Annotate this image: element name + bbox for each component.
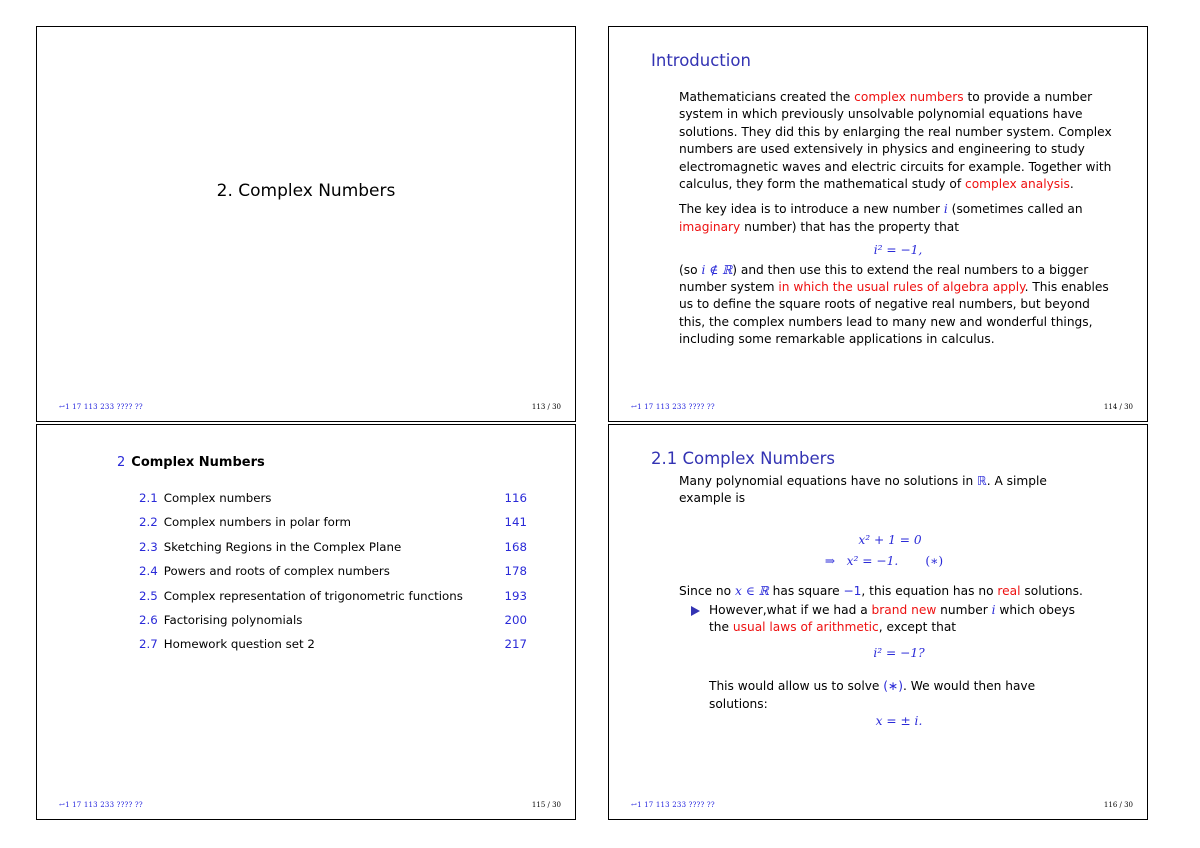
toc-item-label: Complex numbers in polar form: [163, 515, 352, 530]
text: . We would then have solutions:: [709, 679, 1036, 711]
toc-item-number: 2.3: [139, 539, 158, 554]
intro-paragraph: [679, 473, 1089, 508]
term-real: real: [997, 583, 1021, 598]
page-number: 116 / 30: [1103, 801, 1133, 809]
toc-item-number: 2.4: [139, 564, 158, 579]
toc-item-number: 2.6: [139, 612, 158, 627]
text: Since no: [679, 583, 735, 598]
equation-tag-ref: (∗): [883, 679, 904, 694]
slide-113: [36, 26, 576, 422]
text: number: [936, 603, 992, 618]
toc-item-label: Powers and roots of complex numbers: [163, 564, 390, 579]
equation-i-squared: i² = −1,: [873, 243, 923, 258]
slide-body: [679, 473, 1089, 730]
text: , this equation has no: [861, 583, 998, 598]
frame-title: 2.1 Complex Numbers: [651, 449, 835, 468]
toc-item-page: 193: [504, 588, 527, 603]
toc-item-label: Sketching Regions in the Complex Plane: [163, 539, 402, 554]
text: , except that: [878, 620, 957, 635]
toc-item[interactable]: [139, 564, 527, 588]
footer-nav-link[interactable]: ↩1 17 113 233 ???? ??: [59, 801, 143, 809]
text: ) and then use this to extend the real numbers to a bigger number system: [679, 262, 1089, 295]
intro-paragraph: [679, 89, 1117, 193]
text: (sometimes called an: [947, 202, 1083, 217]
text: The key idea is to introduce a new number: [679, 202, 944, 217]
equation-i-squared-question: i² = −1?: [873, 645, 925, 660]
solution-paragraph: [709, 678, 1089, 713]
text: (so: [679, 262, 702, 277]
math-i: i: [991, 603, 996, 618]
equation-x-squared-minus-one: [679, 553, 1089, 570]
toc-item-page: 200: [504, 612, 527, 627]
slide-114: [608, 26, 1148, 422]
math-i-not-in-R: i ∉ ℝ: [701, 262, 733, 277]
term-complex-numbers: complex numbers: [854, 90, 964, 104]
section-title: 2. Complex Numbers: [216, 181, 396, 201]
footer-nav-link[interactable]: ↩1 17 113 233 ???? ??: [631, 801, 715, 809]
toc-item-page: 116: [504, 491, 527, 505]
math-R: ℝ: [977, 474, 987, 488]
page-number: 115 / 30: [531, 801, 561, 809]
toc-item[interactable]: [139, 540, 527, 564]
toc-item[interactable]: [139, 491, 527, 515]
footer-nav-link[interactable]: ↩1 17 113 233 ???? ??: [631, 403, 715, 411]
toc-item-number: 2.2: [139, 515, 158, 530]
toc-item-page: 217: [504, 637, 527, 652]
slide-115: [36, 424, 576, 820]
equation-tag: (∗): [925, 554, 944, 569]
page-number: 113 / 30: [531, 403, 561, 411]
text: has square: [768, 583, 844, 598]
key-idea-paragraph: [679, 201, 1117, 236]
extension-paragraph: [679, 262, 1117, 349]
no-real-solutions-paragraph: [679, 583, 1089, 600]
implies-arrow: ⇒: [824, 554, 836, 569]
toc-item-page: 178: [504, 564, 527, 579]
toc-item-number: 2.1: [139, 491, 158, 505]
text: solutions.: [1020, 583, 1083, 598]
toc-item[interactable]: [139, 613, 527, 637]
text: . A simple example is: [679, 474, 1047, 506]
toc-item-label: Complex representation of trigonometric functions: [163, 588, 463, 603]
page-number: 114 / 30: [1103, 403, 1133, 411]
math-x-in-R: x ∈ ℝ: [734, 583, 769, 598]
text: .: [1069, 177, 1074, 192]
toc-item-number: 2.7: [139, 637, 158, 652]
toc-item-label: Complex numbers: [163, 491, 272, 505]
bullet-triangle-icon: [691, 606, 700, 616]
toc-item[interactable]: [139, 637, 527, 661]
equation-x-plus-minus-i: x = ± i.: [875, 714, 923, 729]
text: which obeys the: [709, 603, 1076, 635]
section-number: 2: [117, 455, 126, 470]
toc-item-number: 2.5: [139, 588, 158, 603]
term-imaginary: imaginary: [679, 219, 741, 234]
toc-item-page: 141: [504, 515, 527, 530]
equation-text: x² = −1.: [846, 554, 899, 569]
text: However,what if we had a: [709, 603, 872, 618]
equation-x-squared-plus-one: x² + 1 = 0: [858, 532, 922, 547]
toc-item[interactable]: [139, 515, 527, 539]
text: number) that has the property that: [740, 219, 960, 234]
text: Many polynomial equations have no solutions in: [679, 474, 978, 488]
toc-item[interactable]: [139, 589, 527, 613]
term-usual-laws: usual laws of arithmetic: [732, 620, 879, 635]
math-i: i: [943, 202, 948, 217]
toc-list: [139, 491, 527, 662]
term-complex-analysis: complex analysis: [965, 177, 1070, 192]
section-name: Complex Numbers: [131, 455, 265, 470]
bullet-item: [691, 602, 1089, 730]
math-minus-one: −1: [843, 583, 862, 598]
text: to provide a number system in which previously unsolvable polynomial equations have solutions. They did this by enlarging the real number system. Complex numbers are used extensively in physics and engineering to study electromagnetic waves and electric circuits for example. Together with calculus, they form the mathematical study of: [679, 90, 1112, 192]
toc-item-label: Homework question set 2: [163, 637, 315, 652]
text: . This enables us to define the square roots of negative real numbers, but beyond this, the complex numbers lead to many new and wonderful things, including some remarkable applications in calculus.: [679, 280, 1109, 347]
toc-item-page: 168: [504, 539, 527, 554]
toc-item-label: Factorising polynomials: [163, 612, 303, 627]
slide-116: [608, 424, 1148, 820]
slide-body: [679, 89, 1117, 349]
frame-title: Introduction: [651, 51, 751, 70]
term-usual-rules: in which the usual rules of algebra apply: [778, 280, 1025, 295]
term-brand-new: brand new: [871, 603, 937, 618]
toc-section-heading: [117, 455, 265, 470]
footer-nav-link[interactable]: ↩1 17 113 233 ???? ??: [59, 403, 143, 411]
text: This would allow us to solve: [709, 679, 884, 694]
text: Mathematicians created the: [679, 90, 855, 104]
